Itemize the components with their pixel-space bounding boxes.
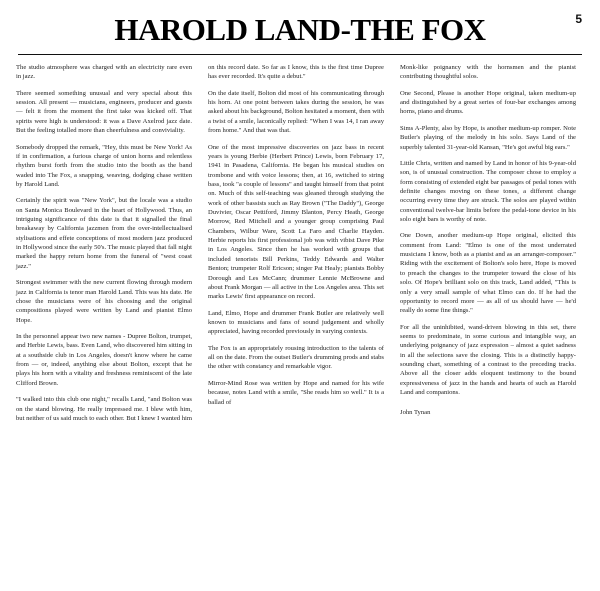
- paragraph: Strongest swimmer with the new current flowing through modern jazz in California is tenor man Harold Land. This was his date. He chose the musicians were of his choosing and the original compositions played were written by Land and pianist Elmo Hope.: [16, 279, 192, 324]
- paragraph: Land, Elmo, Hope and drummer Frank Butler are relatively well known to musicians and fans of sound judgement and wholly appreciated, having recorded previously in varying contexts.: [208, 309, 384, 336]
- paragraph: Sims A-Plenty, also by Hope, is another medium-up romper. Note Butler's playing of the melody in his solo. Says Land of the superbly talented 31-year-old Kansan, "He's got awful big ears.": [400, 124, 576, 151]
- paragraph: Monk-like poignancy with the hornsmen and the pianist contributing thoughtful solos.: [400, 64, 576, 81]
- paragraph: "I walked into this club one night," recalls Land, "and Bolton was on the stand blowing. He really impressed me. I blew with him, but neither of us said much to each other. But I knew I wanted him: [16, 396, 192, 422]
- paragraph: One Second, Please is another Hope original, taken medium-up and distinguished by a great series of four-bar exchanges among horns, piano and drums.: [400, 89, 576, 116]
- paragraph: Certainly the spirit was "New York", but the locale was a studio on Santa Monica Boulevard in the heart of Hollywood. Thus, an intriguing significance of this date is that it signalled the final breakaway by California jazzmen from the over-intellectualised stylisations and effete conceptions of most modern jazz produced in Hollywood since the early 50's. The music played that fall night marked the happy return home from the funeral of "west coast jazz.": [16, 197, 192, 270]
- title-divider: [18, 54, 582, 55]
- text-columns: [16, 63, 584, 423]
- paragraph: In the personnel appear two new names - Dupree Bolton, trumpet, and Herbie Lewis, bass. Even Land, who discovered him sitting in at a southside club in Los Angeles, doesn't know where he came from — or, indeed, anything else about Bolton, except that he plays his horn with a vitality and freshness reminiscent of the late Clifford Brown.: [16, 332, 192, 387]
- paragraph: Mirror-Mind Rose was written by Hope and named for his wife because, notes Land with a smile, "She reads him so well." It is a ballad of: [208, 379, 384, 406]
- paragraph: The Fox is an appropriately rousing introduction to the talents of all on the date. From the outset Butler's drumming prods and stabs the other with constancy and remarkable vigor.: [208, 344, 384, 371]
- column-3: [400, 63, 576, 417]
- paragraph: One of the most impressive discoveries on jazz bass in recent years is young Herbie (Herbert Prince) Lewis, born February 17, 1941 in Pasadena, California. He began his musical studies on trombone and with voice lessons; then, at 16, switched to string bass, took "a couple of lessons" and taught himself from that point on. Much of this self-teaching was gleaned through studying the work of other bassists such as Ray Brown ("The Daddy"), George Duvivier, Oscar Pettiford, Jimmy Blanton, Percy Heath, George Morrow, Red Mitchell and a younger group comprising Paul Chambers, Wilbur Ware, Scott La Faro and Charlie Hayden. Herbie reports his first professional job was with vibist Dave Pike in Los Angeles. Since then he has worked with groups that included tenorists Bill Perkins, Teddy Edwards and Walter Benton; trumpeter Rolf Ericson; singer Pat Healy; pianists Bobby Dorough and Les McCann; drummer Lennie McBrowne and about Frank Morgan — all active in the Los Angeles area. This set marks Lewis' first appearance on record.: [208, 143, 384, 301]
- page-title: HAROLD LAND-THE FOX: [114, 12, 486, 47]
- paragraph: Somebody dropped the remark, "Hey, this must be New York! As if in confirmation, a furious charge of union horns and relentless rhythm burst forth from the studio into the booth as the band waded into The Fox, a snapping, weaving, dodging chase written by Harold Land.: [16, 143, 192, 188]
- paragraph: On the date itself, Bolton did most of his communicating through his horn. At one point between takes during the session, he was asked about his background, Bolton hesitated a moment, then with a twist of a smile, laconically replied: "When I was 14, I ran away from home." And that was that.: [208, 89, 384, 135]
- paragraph: There seemed something unusual and very special about this session. All present — musicians, engineers, producer and guests — felt it from the moment the first take was kicked off. That spirits were high is understood: it was a Dave Axelrod jazz date. But the feeling totalled more than cheerfulness and conviviality.: [16, 89, 192, 135]
- paragraph: The studio atmosphere was charged with an electricity rare even in jazz.: [16, 64, 192, 81]
- paragraph: Little Chris, written and named by Land in honor of his 9-year-old son, is of unusual construction. The composer chose to employ a form consisting of extended eight bar passages of pedal tones with definite changes moving on these tones, a different change occurring every time they are struck. The solos are played within conventional twelve-bar limits before the pedal-tone device in his solo eight bars is worthy of note.: [400, 159, 576, 224]
- paragraph: For all the uninhibited, wand-driven blowing in this set, there seems to predominate, in some curious and intangible way, an underlying poignancy of jazz expression – almost a quiet sadness in all the selections save the closing. This is a distinctly happy-sounding chart, something of a contrast to the preceding tracks. Above all the closer adds eloquent testimony to the bound expressiveness of jazz in the hands and hearts of such as Harold Land and companions.: [400, 323, 576, 397]
- page-number: 5: [575, 12, 582, 26]
- author-signature: John Tynan: [400, 408, 431, 416]
- column-1: [16, 63, 192, 423]
- paragraph: on this record date. So far as I know, this is the first time Dupree has ever recorded. It's quite a debut.": [208, 64, 384, 81]
- column-2: [208, 63, 384, 407]
- paragraph: One Down, another medium-up Hope original, elicited this comment from Land: "Elmo is one of the most underrated musicians I know, both as a pianist and as an arranger-composer." Riding with the excitement of Bolton's solo here, Hope is moved to preach the changes to the trumpeter toward the close of his solo. Of Hope's brilliant solo on this track, Land added, "This is only a very small sample of what Elmo can do. If he had the opportunity to record more — as all of us should have — he'd really do some fine things.": [400, 232, 576, 315]
